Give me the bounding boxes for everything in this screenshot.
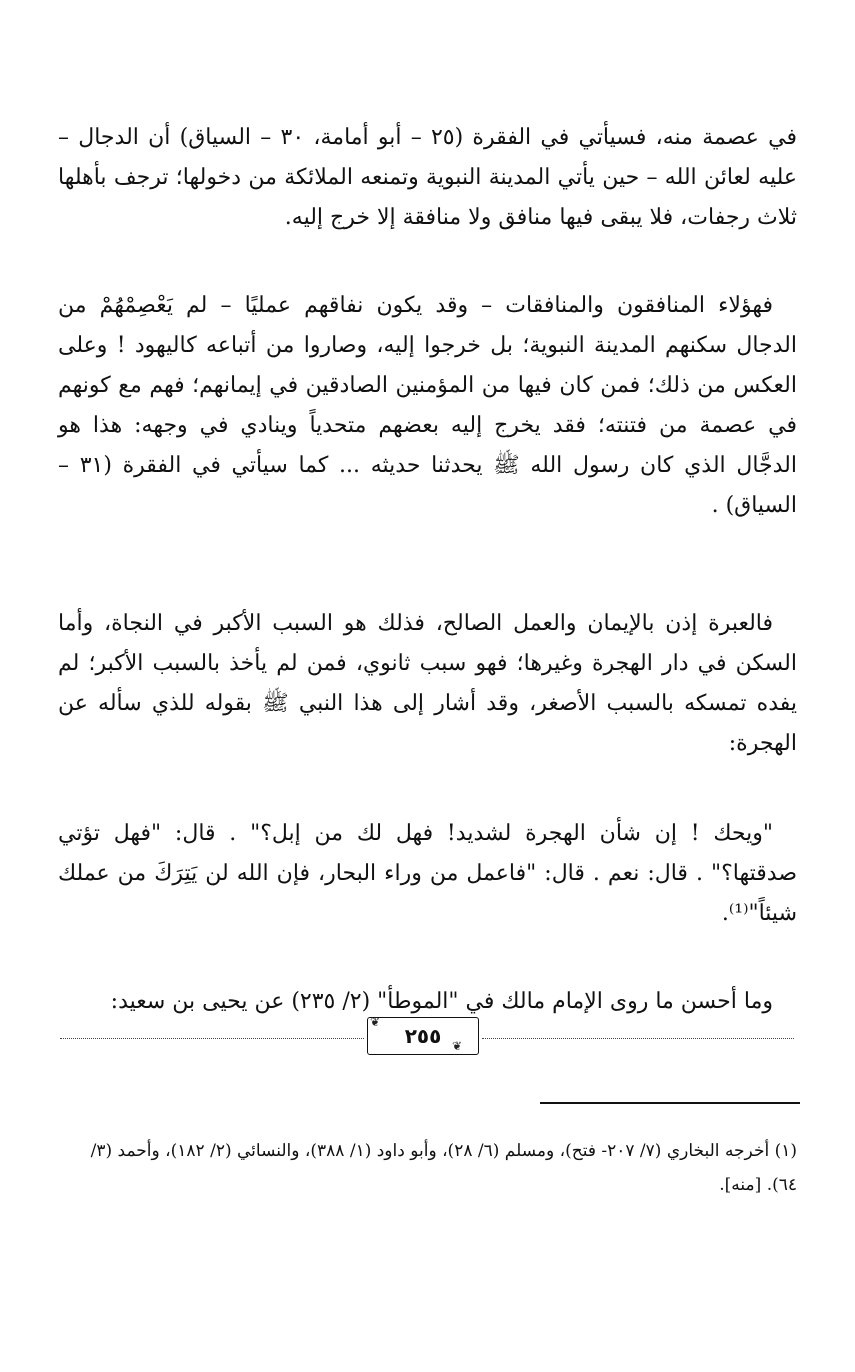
paragraph-2: فهؤلاء المنافقون والمنافقات – وقد يكون نفاقهم عمليًا – لم يَعْصِمْهُمْ من الدجال سكنهم المدينة النبوية؛ بل خرجوا إليه، وصاروا من أتباعه كاليهود ! وعلى العكس من ذلك؛ فمن كان فيها من المؤمنين الصادقين في إيمانهم؛ فهم مع كونهم في عصمة من فتنته؛ فقد يخرج إليه بعضهم متحدياً وينادي في وجهه: هذا هو الدجَّال الذي كان رسول الله ﷺ يحدثنا حديثه ... كما سيأتي في الفقرة (٣١ – السياق) . bbox=[58, 293, 797, 518]
footnote-separator bbox=[540, 1102, 800, 1104]
footnote-1: (١) أخرجه البخاري (٧/ ٢٠٧- فتح)، ومسلم (٦/ ٢٨)، وأبو داود (١/ ٣٨٨)، والنسائي (٢/ ١٨٢)، وأحمد (٣/ ٦٤). [منه]. bbox=[90, 1141, 797, 1195]
paragraph-1: في عصمة منه، فسيأتي في الفقرة (٢٥ – أبو أمامة، ٣٠ – السياق) أن الدجال – عليه لعائن الله – حين يأتي المدينة النبوية وتمنعه الملائكة من دخولها؛ ترجف بأهلها ثلاث رجفات، فلا يبقى فيها منافق ولا منافقة إلا خرج إليه. bbox=[58, 125, 798, 230]
paragraph-3: فالعبرة إذن بالإيمان والعمل الصالح، فذلك هو السبب الأكبر في النجاة، وأما السكن في دار الهجرة وغيرها؛ فهو سبب ثانوي، فمن لم يأخذ بالسبب الأكبر؛ لم يفده تمسكه بالسبب الأصغر، وقد أشار إلى هذا النبي ﷺ بقوله للذي سأله عن الهجرة: bbox=[58, 611, 797, 756]
dotted-rule-right bbox=[482, 1038, 794, 1039]
paragraph-5: وما أحسن ما روى الإمام مالك في "الموطأ" (٢/ ٢٣٥) عن يحيى بن سعيد: bbox=[110, 989, 773, 1014]
dotted-rule-left bbox=[60, 1038, 364, 1039]
ornament-icon: ❦ bbox=[452, 1039, 463, 1053]
ornament-icon: ❦ bbox=[370, 1015, 381, 1029]
paragraph-4-hadith-quote: "ويحك ! إن شأن الهجرة لشديد! فهل لك من إبل؟" . قال: "فهل تؤتي صدقتها؟" . قال: نعم . قال: "فاعمل من وراء البحار، فإن الله لن يَتِرَكَ من عملك شيئاً"⁽¹⁾. bbox=[58, 821, 797, 926]
page-number: ٢٥٥ bbox=[404, 1024, 442, 1048]
